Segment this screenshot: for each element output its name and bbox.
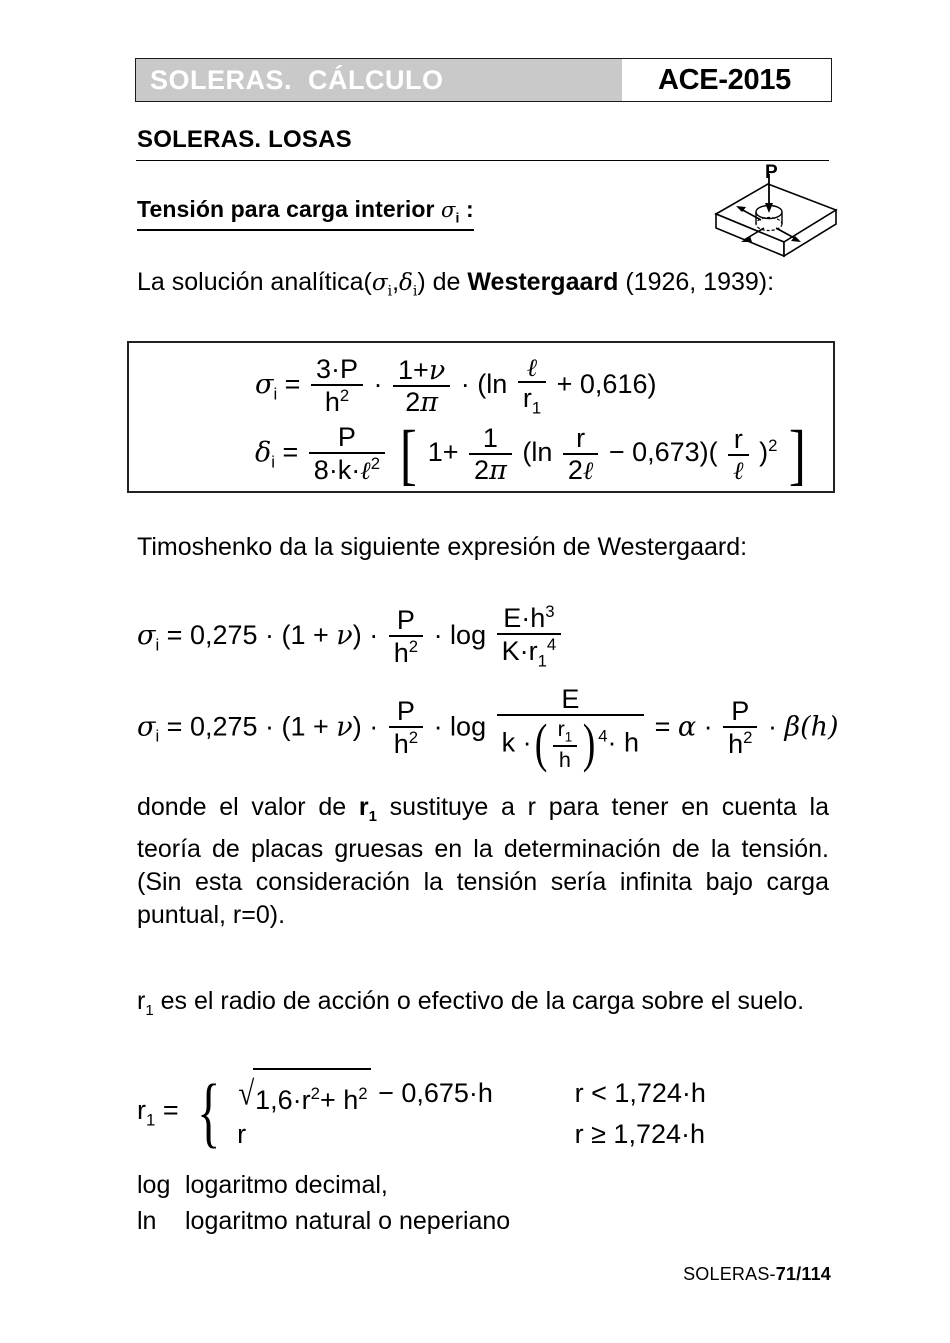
beta-function: β(h) <box>784 711 839 743</box>
fraction-1-over-2pi <box>469 422 512 486</box>
header-title-banner <box>136 59 622 101</box>
paren-close: ) <box>582 713 596 774</box>
fraction-Eh3-over-Kr14 <box>497 604 562 670</box>
subheading-text: Tensión para carga interior <box>137 196 442 222</box>
donde-text-post: sustituye a r para tener en cuenta la teoría de placas gruesas en la determinación de la tensión. (Sin esta consideración la tensión sería infinita bajo carga puntual, r=0). <box>137 793 829 929</box>
eq-delta-close-paren: ) <box>759 437 769 468</box>
case-row-1 <box>237 1068 765 1115</box>
eq-sigma-lhs-sub: i <box>273 384 278 404</box>
eq-delta-ln-open: (ln <box>522 437 553 468</box>
frac-num: E <box>497 686 644 716</box>
script-l: ℓ <box>360 456 371 485</box>
r-sub: 1 <box>537 651 547 671</box>
r-base: r <box>358 793 369 821</box>
h-exp: 2 <box>408 637 419 657</box>
donde-r1-bold <box>358 793 377 825</box>
footer-prefix: SOLERAS- <box>683 1264 776 1284</box>
legend-ln-label: ln <box>137 1207 157 1235</box>
K-r: K·r <box>501 636 538 666</box>
frac-num: P <box>309 424 385 454</box>
paren-open: ( <box>534 713 547 774</box>
section-title: SOLERAS. LOSAS <box>137 126 352 153</box>
frac-num: r <box>563 425 598 455</box>
piecewise-brace: { <box>197 1067 221 1155</box>
term-2-exp: 2 <box>358 1084 368 1103</box>
delta-glyph: δ <box>399 270 413 296</box>
one-plus: 1+ <box>398 354 429 385</box>
eq-delta-equals: = <box>282 437 299 468</box>
r-base: r <box>522 383 532 413</box>
donde-text-pre: donde el valor de <box>137 793 359 821</box>
fraction-E-over-k-r1-h-4-h <box>497 684 644 774</box>
radical-glyph: √ <box>238 1075 255 1113</box>
page-header <box>135 58 832 102</box>
legend-log <box>137 1167 388 1203</box>
frac-num: r <box>728 426 748 456</box>
paragraph-timoshenko: Timoshenko da la siguiente expresión de Westergaard: <box>137 533 748 561</box>
fraction-r-over-l <box>728 423 748 485</box>
fraction-3P-over-h2 <box>311 356 363 416</box>
eight-k: 8·k· <box>313 455 361 485</box>
eq-delta-constant: − 0,673)( <box>608 437 718 468</box>
eq-delta-close-exp: 2 <box>768 436 778 456</box>
frac-den <box>469 455 512 484</box>
r-base: r <box>557 716 565 741</box>
sigma-symbol: σ <box>441 198 456 222</box>
frac-num <box>553 718 578 747</box>
subheading-colon: : <box>459 196 474 222</box>
nu-glyph: ν <box>336 620 353 652</box>
page-footer <box>0 1264 950 1285</box>
frac-num: P <box>389 698 423 728</box>
header-code-area <box>622 59 831 101</box>
pi-glyph: π <box>489 454 507 486</box>
eq-sigma-equals: = <box>284 369 301 400</box>
fraction-l-over-r1 <box>518 355 546 417</box>
r1def-r: r <box>137 987 146 1015</box>
frac-den <box>497 635 562 670</box>
l-exp: 2 <box>370 454 381 473</box>
subheading-tension-interior <box>137 196 474 231</box>
intro-text-3: (1926, 1939): <box>618 268 775 296</box>
r-sub: 1 <box>531 398 542 418</box>
header-title-text: SOLERAS. CÁLCULO <box>150 64 444 95</box>
eq-t2-after-nu: ) · <box>352 711 379 742</box>
equation-sigma-i-westergaard <box>255 355 656 417</box>
header-code-text: ACE-2015 <box>658 63 791 96</box>
bracket-open: [ <box>399 415 417 492</box>
fraction-P-over-h2 <box>389 698 423 758</box>
eq-sigma-constant: + 0,616) <box>556 369 657 400</box>
section-title-rule <box>136 160 829 161</box>
square-root <box>237 1068 370 1122</box>
paragraph-r1-definition <box>137 985 829 1027</box>
load-label-P: P <box>765 162 778 183</box>
frac-den <box>389 728 423 758</box>
two: 2 <box>405 386 421 417</box>
nu-glyph: ν <box>336 711 353 743</box>
eq-sigma-lhs: σ <box>255 369 274 401</box>
eq-t1-lhs: σ <box>137 620 156 652</box>
h-exp: 2 <box>339 386 350 406</box>
frac-den <box>518 383 546 417</box>
two: 2 <box>474 454 490 485</box>
case-2-condition: r ≥ 1,724·h <box>574 1119 705 1149</box>
eq-sigma-dot1: · <box>373 369 383 400</box>
frac-den: ℓ <box>733 455 744 485</box>
eq-t2-beta-dot: · <box>768 711 777 742</box>
intro-text-1: La solución analítica( <box>137 268 372 296</box>
legend-log-label: log <box>137 1171 171 1199</box>
eq-t2-result-equals: = <box>654 711 671 742</box>
term-1-exp: 2 <box>310 1084 320 1103</box>
equation-delta-i-westergaard <box>255 415 810 492</box>
k-factor: k · <box>501 727 532 758</box>
sigma-glyph: σ <box>371 270 388 296</box>
h-exp: 2 <box>408 728 419 748</box>
fraction-r1-over-h <box>553 718 578 770</box>
slab-load-diagram <box>706 162 846 262</box>
bracket-close: ] <box>788 415 806 492</box>
paren-exp: 4 <box>598 726 608 746</box>
paragraph-donde <box>137 791 829 932</box>
legend-ln <box>137 1203 510 1239</box>
script-l: ℓ <box>582 455 594 485</box>
frac-num <box>393 354 450 387</box>
h-base: h <box>393 729 409 760</box>
h-base: h <box>393 638 409 669</box>
equation-timoshenko-1 <box>137 604 564 670</box>
frac-num <box>497 604 562 635</box>
frac-den <box>497 713 644 774</box>
frac-num: 3·P <box>311 356 363 386</box>
h-exp: 3 <box>545 602 555 621</box>
sigma-sub: i <box>387 283 393 300</box>
pi-glyph: π <box>420 386 439 418</box>
fraction-P-over-8kl2 <box>309 424 385 484</box>
radicand <box>253 1068 370 1122</box>
intro-text-2: ) de <box>417 268 468 296</box>
eq-delta-one-plus: 1+ <box>427 437 459 468</box>
two: 2 <box>567 454 583 485</box>
h-base: h <box>324 387 340 418</box>
equation-r1-piecewise <box>137 1068 765 1156</box>
case-2-expression: r <box>237 1119 247 1149</box>
case-1-condition: r < 1,724·h <box>574 1078 706 1109</box>
slab-diagram-svg <box>706 162 846 262</box>
frac-num: P <box>389 607 423 637</box>
case-1-after-radical: − 0,675·h <box>378 1078 493 1109</box>
r-sub: 1 <box>368 808 377 825</box>
nu-glyph: ν <box>428 354 446 386</box>
fraction-P-over-h2-result <box>723 698 757 758</box>
h-base: h <box>728 729 744 760</box>
h-factor: · h <box>607 727 640 758</box>
frac-num: ℓ <box>518 355 546 383</box>
eq-t1-coeff: = 0,275 · (1 + <box>166 620 337 651</box>
fraction-1plusnu-over-2pi <box>393 354 450 418</box>
eq-t1-after-nu: ) · <box>352 620 379 651</box>
eq-r1-equals: = <box>162 1095 179 1126</box>
E-h: E·h <box>503 603 546 633</box>
eq-t2-lhs: σ <box>137 711 156 743</box>
eq-sigma-dot2: · <box>460 369 470 400</box>
eq-delta-lhs-sub: i <box>271 452 275 472</box>
paragraph-intro <box>137 266 829 309</box>
eq-t1-lhs-sub: i <box>155 635 160 655</box>
r1def-sub: 1 <box>145 1002 154 1019</box>
delta-sub: i <box>412 283 418 300</box>
eq-delta-lhs: δ <box>255 437 272 469</box>
frac-den <box>311 386 363 416</box>
footer-page-number: 71/114 <box>775 1264 831 1284</box>
eq-r1-lhs: r <box>137 1095 146 1126</box>
term-2: + h <box>319 1085 359 1115</box>
h-exp: 2 <box>743 728 753 748</box>
term-1: 1,6·r <box>255 1085 311 1115</box>
frac-den <box>393 387 450 416</box>
r-sub: 1 <box>564 729 573 745</box>
sigma-i-inline <box>371 270 393 300</box>
frac-num: 1 <box>469 425 512 455</box>
fraction-r-over-2l <box>563 422 598 485</box>
r-exp: 4 <box>546 635 557 654</box>
piecewise-cases <box>237 1068 765 1156</box>
sigma-subscript: i <box>455 209 460 226</box>
fraction-P-over-h2 <box>389 607 423 667</box>
eq-r1-lhs-sub: 1 <box>146 1110 156 1130</box>
delta-i-inline <box>399 270 418 300</box>
frac-den: h <box>558 746 571 772</box>
eq-sigma-ln-open: (ln <box>477 369 508 400</box>
alpha-glyph: α <box>677 711 697 743</box>
eq-t2-coeff: = 0,275 · (1 + <box>166 711 337 742</box>
eq-t2-alpha-dot: · <box>703 711 713 742</box>
eq-t2-lhs-sub: i <box>155 726 160 746</box>
intro-comma: , <box>392 268 400 296</box>
frac-den <box>389 637 423 667</box>
equation-timoshenko-2 <box>137 684 839 774</box>
eq-t2-log: · log <box>433 711 487 742</box>
r1def-text: es el radio de acción o efectivo de la carga sobre el suelo. <box>153 987 805 1015</box>
legend-ln-text: logaritmo natural o neperiano <box>185 1207 511 1235</box>
frac-den <box>309 454 385 484</box>
frac-num: P <box>723 698 757 728</box>
frac-den <box>563 455 598 484</box>
frac-den <box>723 728 757 758</box>
eq-t1-log: · log <box>433 620 487 651</box>
legend-log-text: logaritmo decimal, <box>185 1171 388 1199</box>
intro-author-name: Westergaard <box>467 268 619 296</box>
